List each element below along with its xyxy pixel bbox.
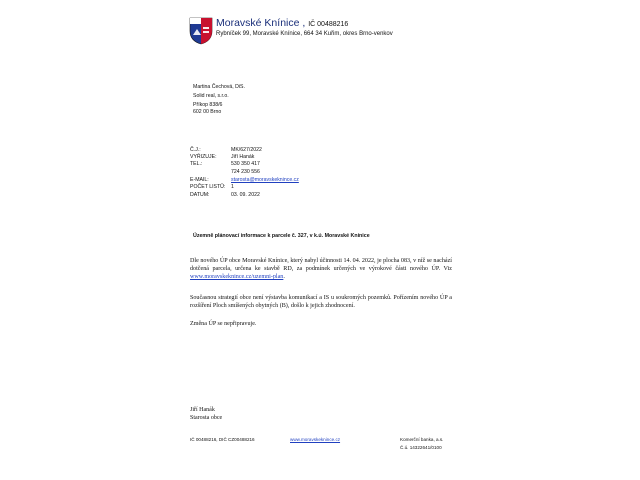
org-name bbox=[216, 17, 348, 29]
pocet-listu-label: POČET LISTŮ: bbox=[190, 184, 226, 190]
recipient-street: Příkop 838/6 bbox=[193, 102, 223, 108]
org-address: Rybníček 99, Moravské Knínice, 664 34 Kuřim, okres Brno-venkov bbox=[216, 31, 393, 37]
uzemni-plan-link[interactable]: www.moravskeknince.cz/uzemni-plan bbox=[190, 274, 284, 281]
body-paragraph-1-text: Dle nového ÚP obce Moravské Knínice, který nabyl účinnosti 14. 04. 2022, je plocha 083, v níž se nachází dotčená parcela, určena ke stavbě RD, za podmínek určených ve výrokové části nového ÚP. Viz bbox=[190, 258, 452, 273]
org-ico: IČ 00488216 bbox=[308, 21, 349, 28]
body-paragraph-1-end: . bbox=[283, 274, 285, 281]
body-paragraph-2: Současnou strategií obce není výstavba komunikací a IS u soukromých pozemků. Pořízením nového ÚP a rozšíření Ploch smíšených obytných (B), došlo k jejich zhodnocení. bbox=[190, 295, 452, 310]
vyrizuje-value: Jiří Hanák bbox=[231, 154, 255, 160]
email-label: E-MAIL: bbox=[190, 177, 209, 183]
tel-value-2: 724 230 556 bbox=[231, 169, 260, 175]
datum-label: DATUM: bbox=[190, 192, 210, 198]
datum-value: 03. 09. 2022 bbox=[231, 192, 260, 198]
footer-account: Č.ú. 14322641/0100 bbox=[400, 445, 442, 450]
vyrizuje-label: VYŘIZUJE: bbox=[190, 154, 217, 160]
pocet-listu-value: 1 bbox=[231, 184, 234, 190]
footer-web-link[interactable]: www.moravskeknince.cz bbox=[290, 437, 341, 442]
cj-value: MK/627/2022 bbox=[231, 147, 262, 153]
signature-name: Jiří Hanák bbox=[190, 407, 215, 413]
recipient-company: Solid real, s.r.o. bbox=[193, 93, 229, 99]
tel-value-1: 530 350 417 bbox=[231, 161, 260, 167]
recipient-city: 602 00 Brno bbox=[193, 109, 222, 115]
signature-title: Starosta obce bbox=[190, 415, 223, 421]
letter-subject: Územně plánovací informace k parcele č. 327, v k.ú. Moravské Knínice bbox=[193, 233, 370, 239]
email-link[interactable]: starosta@moravskeknince.cz bbox=[231, 177, 299, 183]
tel-label: TEL.: bbox=[190, 161, 203, 167]
cj-label: Č.J.: bbox=[190, 147, 201, 153]
footer-bank: Komerční banka, a.s. bbox=[400, 437, 444, 442]
body-paragraph-1 bbox=[190, 257, 452, 282]
recipient-name: Martina Čechová, DiS. bbox=[193, 84, 245, 90]
municipal-crest-icon bbox=[189, 17, 213, 45]
footer-ids: IČ 00488216, DIČ CZ00488216 bbox=[190, 437, 255, 442]
body-paragraph-3: Změna ÚP se nepřipravuje. bbox=[190, 321, 257, 327]
org-name-text: Moravské Knínice , bbox=[216, 17, 306, 29]
